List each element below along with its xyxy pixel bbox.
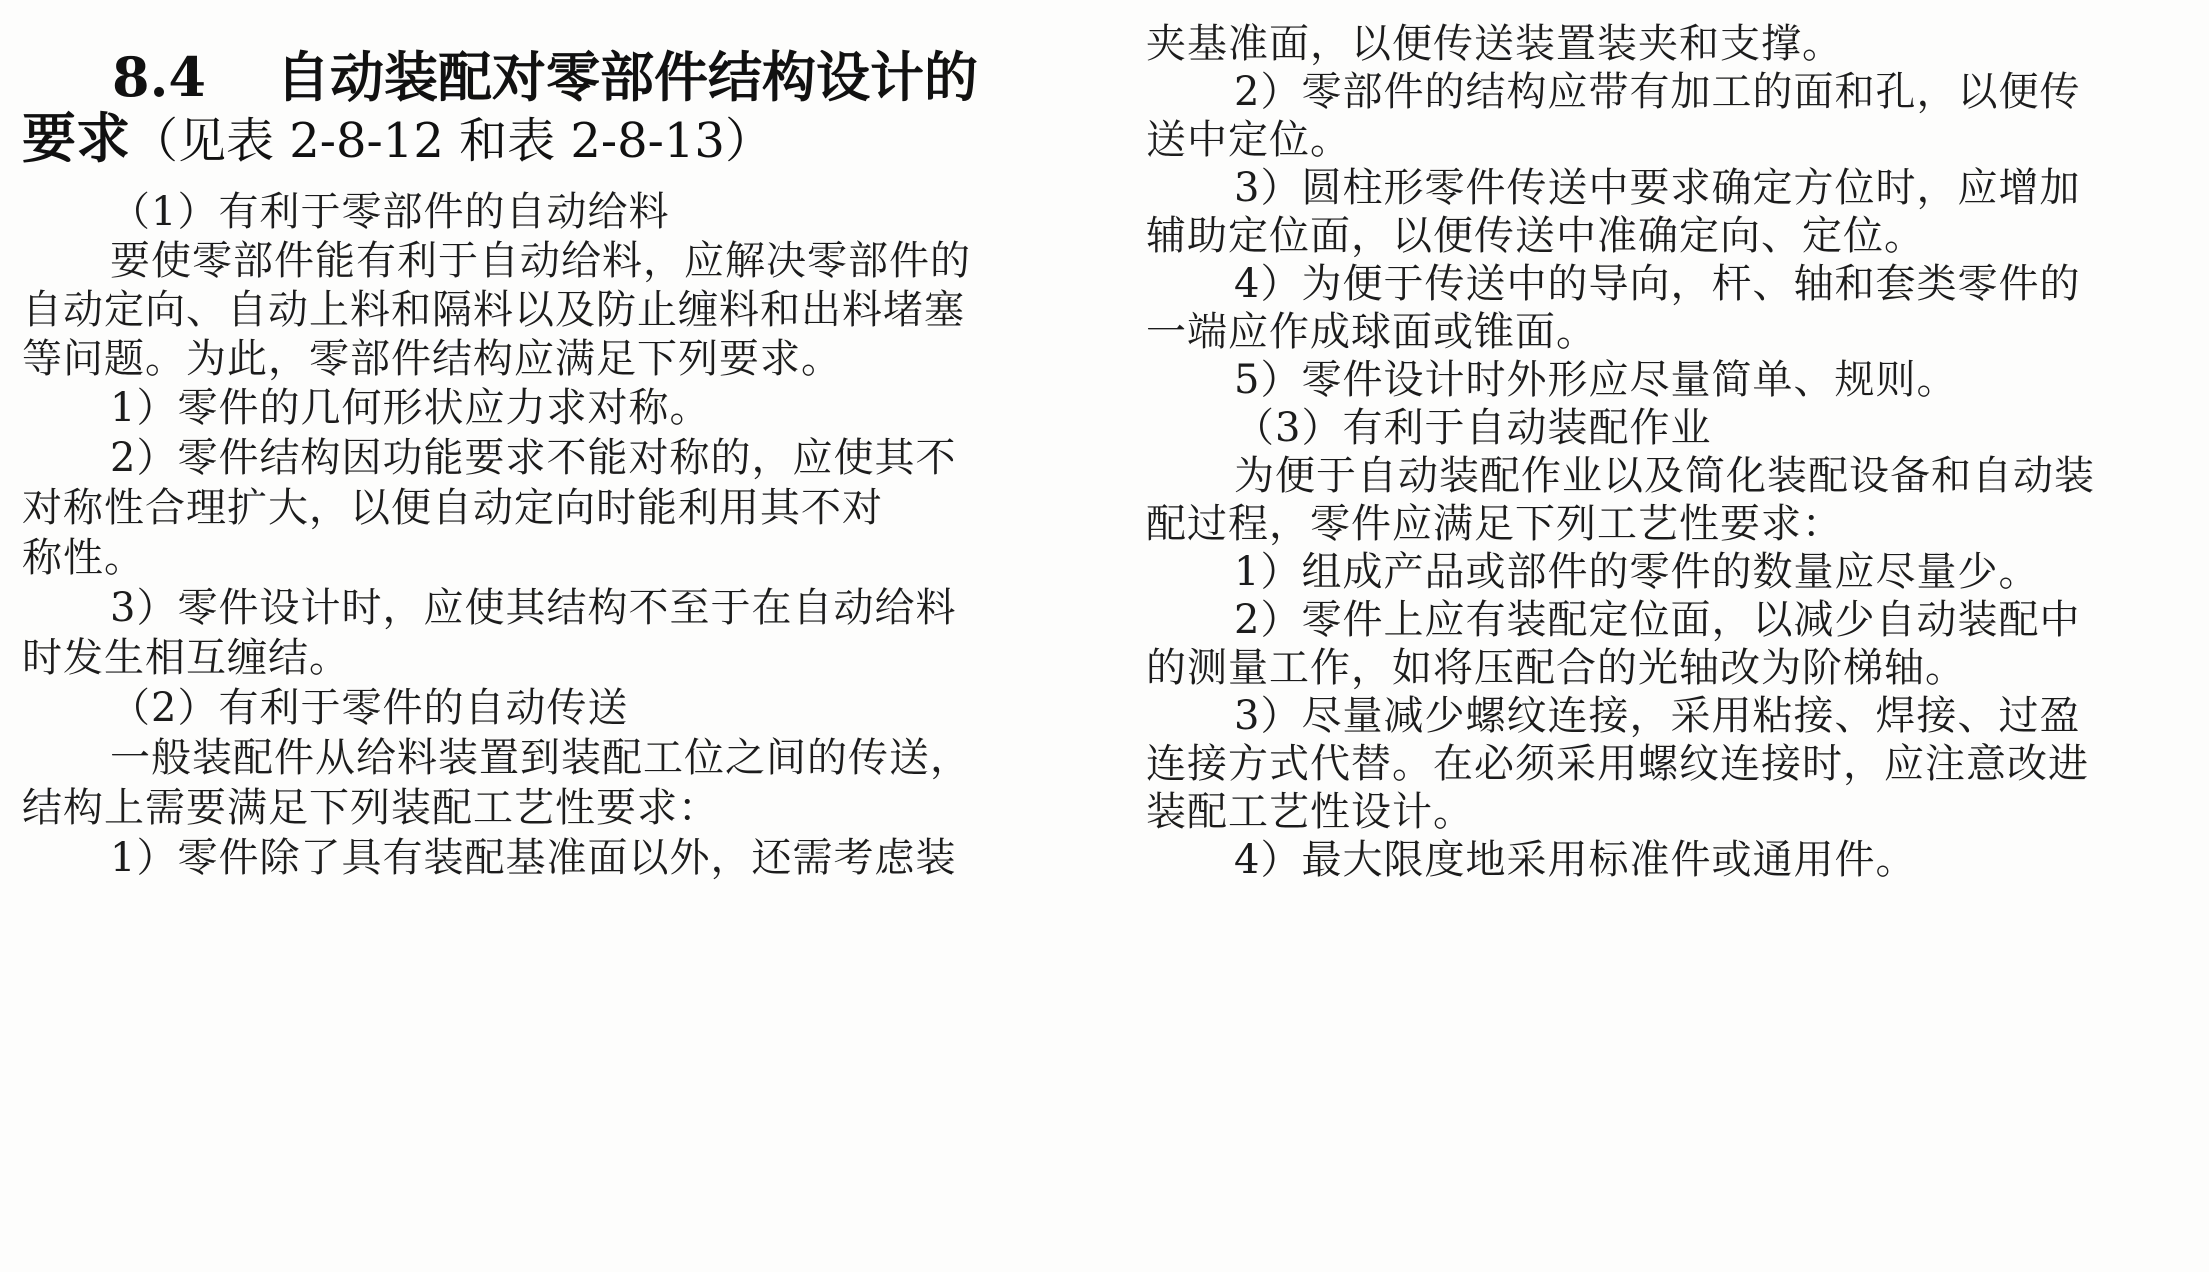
section-title-reference: （见表 2-8-12 和表 2-8-13） [130, 113, 773, 169]
list-item: 1）组成产品或部件的零件的数量应尽量少。 [1234, 549, 2040, 595]
list-item: 1）零件的几何形状应力求对称。 [110, 385, 711, 431]
paragraph-line: 装配工艺性设计。 [1146, 789, 1474, 835]
list-item: 2）零部件的结构应带有加工的面和孔，以便传 [1234, 69, 2081, 115]
paragraph-line: 时发生相互缠结。 [22, 635, 350, 681]
list-item: 4）为便于传送中的导向，杆、轴和套类零件的 [1234, 261, 2081, 307]
list-item: 3）尽量减少螺纹连接，采用粘接、焊接、过盈 [1234, 693, 2081, 739]
list-item: 4）最大限度地采用标准件或通用件。 [1234, 837, 1917, 883]
paragraph-line: 配过程，零件应满足下列工艺性要求： [1146, 501, 1843, 547]
section-heading-line-2 [22, 104, 773, 174]
paragraph-line: 连接方式代替。在必须采用螺纹连接时，应注意改进 [1146, 741, 2089, 787]
section-title-line-2: 要求 [22, 107, 130, 170]
paragraph-line: 夹基准面，以便传送装置装夹和支撑。 [1146, 21, 1843, 67]
paragraph-line: 要使零部件能有利于自动给料，应解决零部件的 [110, 238, 971, 284]
section-heading-line-1 [22, 42, 978, 112]
paragraph-line: 称性。 [22, 535, 145, 581]
list-item: 1）零件除了具有装配基准面以外，还需考虑装 [110, 835, 957, 881]
list-item: 5）零件设计时外形应尽量简单、规则。 [1234, 357, 1958, 403]
list-item: 2）零件结构因功能要求不能对称的，应使其不 [110, 435, 957, 481]
paragraph-line: 对称性合理扩大，以便自动定向时能利用其不对 [22, 485, 883, 531]
paragraph-line: 结构上需要满足下列装配工艺性要求： [22, 785, 719, 831]
subsection-heading: （3）有利于自动装配作业 [1234, 405, 1712, 451]
section-title-line-1: 自动装配对零部件结构设计的 [275, 46, 978, 109]
paragraph-line: 送中定位。 [1146, 117, 1351, 163]
paragraph-line: 一般装配件从给料装置到装配工位之间的传送， [110, 735, 971, 781]
paragraph-line: 的测量工作，如将压配合的光轴改为阶梯轴。 [1146, 645, 1966, 691]
subsection-heading: （2）有利于零件的自动传送 [110, 685, 629, 731]
paragraph-line: 为便于自动装配作业以及简化装配设备和自动装 [1234, 453, 2095, 499]
paragraph-line: 辅助定位面，以便传送中准确定向、定位。 [1146, 213, 1925, 259]
section-number: 8.4 [112, 45, 206, 109]
list-item: 2）零件上应有装配定位面，以减少自动装配中 [1234, 597, 2081, 643]
paragraph-line: 自动定向、自动上料和隔料以及防止缠料和出料堵塞 [22, 287, 965, 333]
subsection-heading: （1）有利于零部件的自动给料 [110, 189, 670, 235]
paragraph-line: 一端应作成球面或锥面。 [1146, 309, 1597, 355]
paragraph-line: 等问题。为此，零部件结构应满足下列要求。 [22, 336, 842, 382]
list-item: 3）零件设计时，应使其结构不至于在自动给料 [110, 585, 957, 631]
list-item: 3）圆柱形零件传送中要求确定方位时，应增加 [1234, 165, 2081, 211]
